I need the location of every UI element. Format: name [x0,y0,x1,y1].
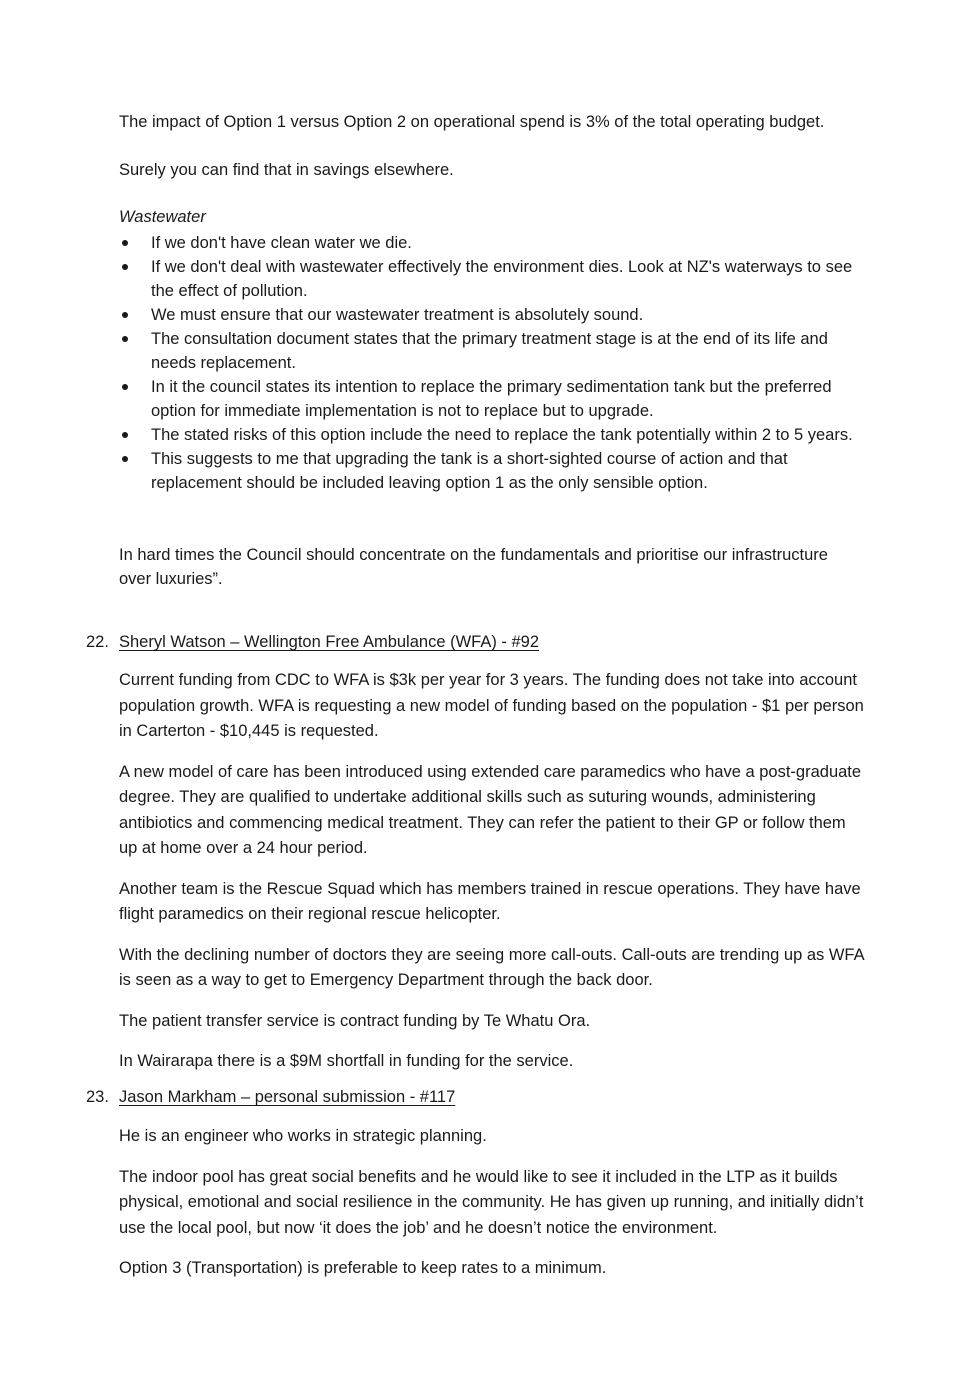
paragraph: With the declining number of doctors they are seeing more call-outs. Call-outs are trending up as WFA is seen as a way to get to Emergency Department through the back door. [119,945,864,989]
submission-22-heading [86,630,866,654]
wastewater-heading: Wastewater [119,208,206,226]
paragraph: Option 3 (Transportation) is preferable to keep rates to a minimum. [119,1259,607,1277]
submission-number: 22. [86,633,109,651]
list-item: If we don't deal with wastewater effectively the environment dies. Look at NZ's waterways to see the effect of pollution. [119,255,864,303]
submission-title: Sheryl Watson – Wellington Free Ambulance (WFA) - #92 [119,633,540,651]
list-item: This suggests to me that upgrading the tank is a short-sighted course of action and that replacement should be included leaving option 1 as the only sensible option. [119,447,864,495]
list-item: The stated risks of this option include the need to replace the tank potentially within 2 to 5 years. [119,423,864,447]
submission-number: 23. [86,1088,109,1106]
intro-savings: Surely you can find that in savings elsewhere. [119,161,454,179]
paragraph: The patient transfer service is contract funding by Te Whatu Ora. [119,1011,591,1030]
submission-title: Jason Markham – personal submission - #117 [119,1088,456,1106]
submission-23-heading [86,1085,866,1109]
paragraph: Another team is the Rescue Squad which has members trained in rescue operations. They have have flight paramedics on their regional rescue helicopter. [119,879,861,923]
list-item: If we don't have clean water we die. [119,231,864,255]
wastewater-closing: In hard times the Council should concentrate on the fundamentals and prioritise our infrastructure over luxuries”. [119,546,828,588]
list-item: The consultation document states that the primary treatment stage is at the end of its life and needs replacement. [119,327,864,375]
paragraph: A new model of care has been introduced using extended care paramedics who have a post-graduate degree. They are qualified to undertake additional skills such as suturing wounds, administering antibiotics and commencing medical treatment. They can refer the patient to their GP or follow them up at home over a 24 hour period. [119,762,862,857]
submission-22-body [119,668,864,1090]
wastewater-bullet-list [119,231,864,495]
submission-23-body [119,1124,864,1297]
list-item: In it the council states its intention to replace the primary sedimentation tank but the preferred option for immediate implementation is not to replace but to upgrade. [119,375,864,423]
paragraph: In Wairarapa there is a $9M shortfall in funding for the service. [119,1052,574,1070]
paragraph: Current funding from CDC to WFA is $3k per year for 3 years. The funding does not take into account population growth. WFA is requesting a new model of funding based on the population - $1 per person in Carterton - $10,445 is requested. [119,671,864,740]
intro-operational-spend: The impact of Option 1 versus Option 2 on operational spend is 3% of the total operating budget. [119,113,825,131]
paragraph: He is an engineer who works in strategic planning. [119,1127,487,1145]
list-item: We must ensure that our wastewater treatment is absolutely sound. [119,303,864,327]
paragraph: The indoor pool has great social benefits and he would like to see it included in the LTP as it builds physical, emotional and social resilience in the community. He has given up running, and initially didn’t use the local pool, but now ‘it does the job’ and he doesn’t notice the environment. [119,1167,864,1237]
